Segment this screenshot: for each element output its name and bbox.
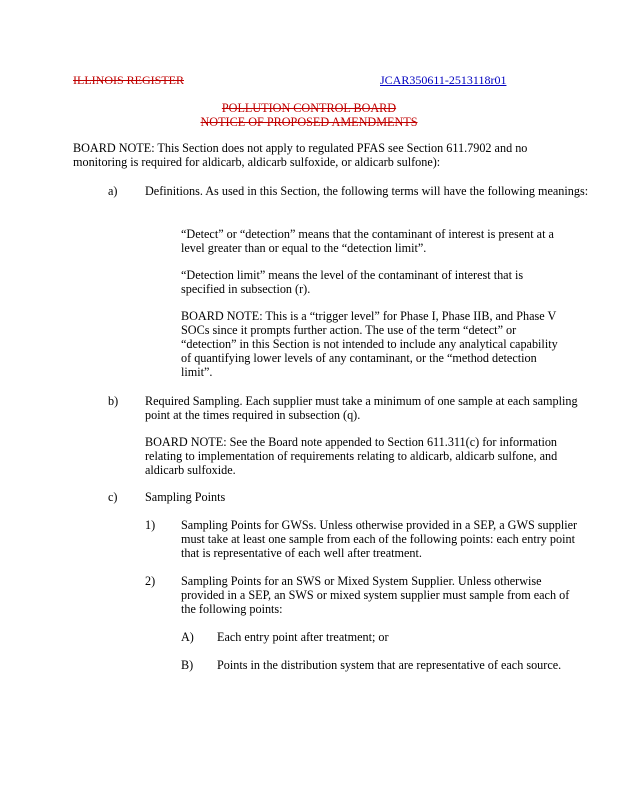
sub-a-text: Each entry point after treatment; or [217,630,389,644]
section-c-text: Sampling Points [145,490,226,504]
section-a-board-note: BOARD NOTE: This is a “trigger level” for Phase I, Phase IIB, and Phase V SOCs since it prompts further action. The use of the term “detect” or “detection” in this Section is not intended to include any analytical capability of quantifying lower levels of any contaminant, or the “method detection limit”. [181,309,558,379]
item-2-label: 2) [145,574,156,588]
section-b-label: b) [108,394,119,408]
title-block [0,101,618,129]
section-b-board-note: BOARD NOTE: See the Board note appended to Section 611.311(c) for information relating to implementation of requirements relating to aldicarb, aldicarb sulfone, and aldicarb sulfoxide. [145,435,558,477]
item-2-text: Sampling Points for an SWS or Mixed System Supplier. Unless otherwise provided in a SEP, an SWS or mixed system supplier must sample from each of the following points: [181,574,570,616]
sub-a-label: A) [181,630,194,644]
item-1-text: Sampling Points for GWSs. Unless otherwise provided in a SEP, a GWS supplier must take at least one sample from each of the following points: each entry point that is representative of each well after treatment. [181,518,578,560]
header-left: ILLINOIS REGISTER [73,73,184,87]
definition-detection-limit: “Detection limit” means the level of the contaminant of interest that is specified in subsection (r). [181,268,524,296]
intro-board-note: BOARD NOTE: This Section does not apply to regulated PFAS see Section 611.7902 and no monitoring is required for aldicarb, aldicarb sulfoxide, or aldicarb sulfone): [73,141,528,169]
section-b-text: Required Sampling. Each supplier must take a minimum of one sample at each sampling point at the times required in subsection (q). [145,394,578,422]
title-line-1: POLLUTION CONTROL BOARD [221,101,397,115]
definition-detect: “Detect” or “detection” means that the contaminant of interest is present at a level greater than or equal to the “detection limit”. [181,227,554,255]
section-c-label: c) [108,490,118,504]
header-right: JCAR350611-2513118r01 [380,73,507,87]
section-a-text: Definitions. As used in this Section, the following terms will have the following meanings: [145,184,589,198]
section-a-label: a) [108,184,118,198]
item-1-label: 1) [145,518,156,532]
title-line-2: NOTICE OF PROPOSED AMENDMENTS [200,115,418,129]
sub-b-text: Points in the distribution system that are representative of each source. [217,658,562,672]
sub-b-label: B) [181,658,194,672]
